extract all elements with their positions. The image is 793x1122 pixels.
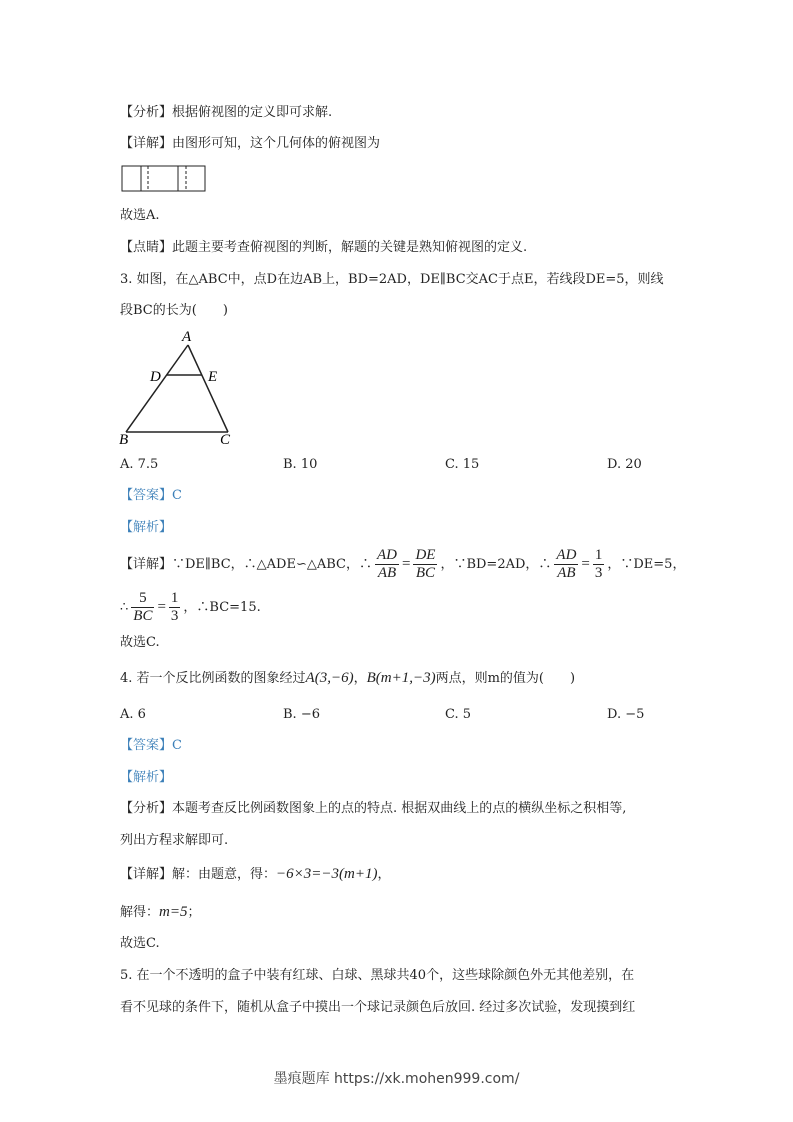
label-E: E — [208, 369, 218, 385]
q3-detail-c: ，∵DE=5， — [607, 557, 686, 572]
q4-analysis-line1: 【分析】本题考查反比例函数图象上的点的特点. 根据双曲线上的点的横纵坐标之积相等, — [120, 801, 627, 816]
q3-detail-line2: ∴ $\frac{5}{BC}$ = $\frac{1}{3}$ ，∴BC=15. — [120, 590, 261, 624]
top-view-figure — [121, 165, 207, 193]
q5-stem-line1: 5. 在一个不透明的盒子中装有红球、白球、黑球共40个，这些球除颜色外无其他差别，在 — [120, 968, 635, 983]
fraction-one-third-2: $\frac{1}{3}$ — [170, 590, 179, 624]
label-C: C — [220, 432, 231, 448]
q3-option-a: A. 7.5 — [120, 457, 159, 472]
q3-detail-b: ，∵BD=2AD，∴ — [440, 557, 552, 572]
q4-stem-b: 两点，则m的值为( ) — [435, 671, 576, 686]
point-b: B(m+1,−3) — [366, 670, 436, 686]
q4-option-b: B. −6 — [283, 707, 320, 722]
q2-detail: 【详解】由图形可知，这个几何体的俯视图为 — [120, 136, 381, 151]
label-D: D — [150, 369, 161, 385]
q3-detail-d: ，∴BC=15. — [183, 600, 261, 615]
triangle-figure — [110, 325, 245, 450]
q3-conclusion: 故选C. — [120, 635, 160, 650]
q4-detail-a: 【详解】解：由题意，得： — [120, 867, 277, 882]
q3-solution-header: 【解析】 — [120, 520, 173, 535]
fraction-ad-ab-2: $\frac{AD}{AB}$ — [556, 547, 577, 581]
footer-watermark: 墨痕题库 https://xk.mohen999.com/ — [273, 1071, 520, 1087]
q3-detail-a: 【详解】∵DE∥BC，∴△ADE∽△ABC，∴ — [120, 557, 372, 572]
q3-answer: 【答案】C — [120, 488, 182, 503]
fraction-5-bc: $\frac{5}{BC}$ — [133, 590, 153, 624]
q3-option-b: B. 10 — [283, 457, 318, 472]
q4-equation: −6×3=−3(m+1) — [276, 866, 378, 882]
q4-analysis-line2: 列出方程求解即可. — [120, 833, 229, 848]
q4-solve-eq: m=5 — [159, 904, 188, 920]
label-B: B — [119, 432, 129, 448]
q2-comment: 【点睛】此题主要考查俯视图的判断，解题的关键是熟知俯视图的定义. — [120, 240, 528, 255]
label-A: A — [182, 329, 192, 345]
q4-option-d: D. −5 — [607, 707, 645, 722]
q3-stem-line1: 3. 如图，在△ABC中，点D在边AB上，BD=2AD，DE∥BC交AC于点E，若线段DE=5，则线 — [120, 272, 664, 287]
q4-answer: 【答案】C — [120, 738, 182, 753]
fraction-one-third: $\frac{1}{3}$ — [594, 547, 603, 581]
q3-option-d: D. 20 — [607, 457, 642, 472]
q4-stem: 4. 若一个反比例函数的图象经过A(3,−6)，B(m+1,−3)两点，则m的值为( ) — [120, 670, 576, 686]
q2-conclusion: 故选A. — [120, 208, 160, 223]
q4-option-a: A. 6 — [120, 707, 146, 722]
q4-detail: 【详解】解：由题意，得：−6×3=−3(m+1)， — [120, 866, 391, 882]
q5-stem-line2: 看不见球的条件下，随机从盒子中摸出一个球记录颜色后放回. 经过多次试验，发现摸到红 — [120, 1000, 636, 1015]
q3-stem-line2: 段BC的长为( ) — [120, 303, 228, 318]
q4-solve: 解得：m=5； — [120, 904, 201, 920]
q3-option-c: C. 15 — [445, 457, 480, 472]
q4-solve-a: 解得： — [120, 905, 160, 920]
q3-detail-line1: 【详解】∵DE∥BC，∴△ADE∽△ABC，∴ $\frac{AD}{AB}$ = $\frac{DE}{BC}$ ，∵BD=2AD，∴ $\frac{AD}{AB}$ = $\frac{1}{3}$ ，∵DE=5， — [120, 547, 686, 581]
point-a: A(3,−6) — [305, 670, 354, 686]
q4-solution-header: 【解析】 — [120, 770, 173, 785]
q4-stem-a: 4. 若一个反比例函数的图象经过 — [120, 671, 306, 686]
fraction-de-bc: $\frac{DE}{BC}$ — [415, 547, 436, 581]
therefore-symbol: ∴ — [120, 600, 129, 615]
q2-analysis: 【分析】根据俯视图的定义即可求解. — [120, 105, 333, 120]
q4-option-c: C. 5 — [445, 707, 472, 722]
fraction-ad-ab: $\frac{AD}{AB}$ — [376, 547, 397, 581]
q4-conclusion: 故选C. — [120, 936, 160, 951]
